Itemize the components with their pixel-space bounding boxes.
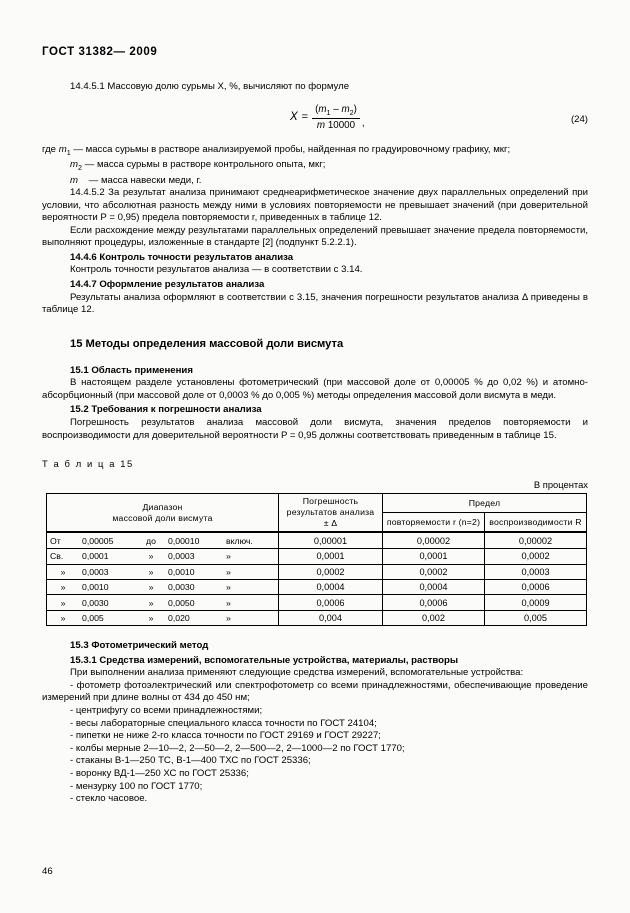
range-incl: » xyxy=(226,612,231,623)
range-to-label: » xyxy=(148,566,154,577)
cell-repeatability: 0,0002 xyxy=(383,564,485,579)
body-15-2: Погрешность результатов анализа массовой доли висмута, значения пределов повторяемости и воспроизводимости для доверительной вероятности P = 0,95 должны соответствовать приведенным в таблице 15. xyxy=(42,416,588,441)
range-to-label: » xyxy=(148,582,154,593)
range-to-value: 0,00010 xyxy=(168,536,200,547)
cell-reproducibility: 0,0003 xyxy=(485,564,587,579)
table-row xyxy=(47,564,587,579)
formula-num-m2: m xyxy=(341,103,350,115)
table-head xyxy=(47,494,587,533)
cell-range xyxy=(47,532,279,549)
list-item: - колбы мерные 2—10—2, 2—50—2, 2—500—2, 2—1000—2 по ГОСТ 1770; xyxy=(70,742,405,754)
formula-24 xyxy=(290,104,365,131)
cell-range xyxy=(47,549,279,564)
range-from-label: » xyxy=(60,582,66,593)
page-number: 46 xyxy=(42,866,53,877)
formula-den-value: 10000 xyxy=(327,119,356,131)
formula-num-minus: – xyxy=(330,103,342,115)
range-incl: » xyxy=(226,597,231,608)
cell-range xyxy=(47,580,279,595)
range-incl: » xyxy=(226,582,231,593)
table-row xyxy=(47,595,587,610)
list-item: - воронку ВД-1—250 ХС по ГОСТ 25336; xyxy=(70,768,249,780)
formula-den-m: m xyxy=(316,119,326,131)
equipment-list xyxy=(42,680,588,806)
range-incl: » xyxy=(226,566,231,577)
header-error xyxy=(279,494,383,533)
list-item: - стаканы В-1—250 ТС, В-1—400 ТХС по ГОСТ 25336; xyxy=(70,755,311,767)
range-incl: » xyxy=(226,551,231,562)
header-error-line3: ± Δ xyxy=(323,518,338,529)
range-to-label: до xyxy=(146,536,156,547)
table-row xyxy=(47,610,587,625)
range-to-value: 0,0050 xyxy=(168,597,195,608)
definition-lead: где xyxy=(42,143,57,155)
cell-error: 0,0004 xyxy=(279,580,383,595)
table-row xyxy=(47,549,587,564)
cell-range xyxy=(47,610,279,625)
range-from-value: 0,005 xyxy=(82,612,104,623)
range-from-value: 0,0003 xyxy=(82,566,109,577)
range-from-label: От xyxy=(50,536,61,547)
range-from-label: » xyxy=(60,597,66,608)
definition-item xyxy=(42,144,588,160)
cell-reproducibility: 0,0009 xyxy=(485,595,587,610)
definition-list xyxy=(42,144,588,188)
cell-error: 0,0006 xyxy=(279,595,383,610)
cell-error: 0,00001 xyxy=(279,532,383,549)
range-to-value: 0,0003 xyxy=(168,551,195,562)
table-body xyxy=(47,532,587,626)
range-to-value: 0,0030 xyxy=(168,582,195,593)
formula-number: (24) xyxy=(570,113,588,125)
cell-reproducibility: 0,0002 xyxy=(485,549,587,564)
list-item: - центрифугу со всеми принадлежностями; xyxy=(70,705,263,717)
header-repeatability: повторяемости r (n=2) xyxy=(383,513,485,533)
range-to-label: » xyxy=(148,612,154,623)
definition-symbol: m xyxy=(58,143,67,155)
definition-symbol-sub: 1 xyxy=(66,147,71,157)
list-item: - пипетки не ниже 2-го класса точности по ГОСТ 29169 и ГОСТ 29227; xyxy=(70,730,381,742)
range-from-value: 0,0030 xyxy=(82,597,109,608)
range-from-value: 0,0001 xyxy=(82,551,109,562)
definition-item xyxy=(42,159,588,175)
list-item: - фотометр фотоэлектрический или спектрофотометр со всеми принадлежностями, обеспечивающие проведение измерений при длине волны от 434 до 450 нм; xyxy=(42,679,588,704)
clause-14-4-5-1: 14.4.5.1 Массовую долю сурьмы X, %, вычисляют по формуле xyxy=(70,81,350,92)
body-15-1: В настоящем разделе установлены фотометрический (при массовой доле от 0,00005 % до 0,02 %) и атомно-абсорбционный (при массовой доле от 0,0003 % до 0,005 %) методы определения массовой доли висмута в меди. xyxy=(42,377,588,401)
body-14-4-6: Контроль точности результатов анализа — в соответствии с 3.14. xyxy=(70,264,363,276)
formula-block xyxy=(42,102,588,140)
definition-dash: — xyxy=(73,143,83,155)
table-units-note: В процентах xyxy=(533,479,588,491)
cell-error: 0,004 xyxy=(279,610,383,625)
standard-header: ГОСТ 31382— 2009 xyxy=(42,46,158,58)
definition-item xyxy=(42,175,588,188)
cell-repeatability: 0,0006 xyxy=(383,595,485,610)
definition-text: масса сурьмы в растворе контрольного опыта, мкг; xyxy=(96,159,326,171)
formula-num-sub1: 1 xyxy=(326,107,331,117)
range-from-label: » xyxy=(60,612,66,623)
cell-repeatability: 0,0001 xyxy=(383,549,485,564)
heading-15-3-1: 15.3.1 Средства измерений, вспомогательные устройства, материалы, растворы xyxy=(70,654,459,666)
cell-reproducibility: 0,00002 xyxy=(485,532,587,549)
heading-section-15: 15 Методы определения массовой доли висмута xyxy=(70,337,344,350)
heading-15-3: 15.3 Фотометрический метод xyxy=(70,640,209,652)
range-incl: включ. xyxy=(226,536,253,547)
header-error-line2: результатов анализа xyxy=(286,507,375,518)
range-from-value: 0,00005 xyxy=(82,536,114,547)
header-range xyxy=(47,494,279,533)
cell-reproducibility: 0,005 xyxy=(485,610,587,625)
header-error-line1: Погрешность xyxy=(302,496,359,507)
header-range-line2: массовой доли висмута xyxy=(112,512,213,523)
table-15 xyxy=(46,493,587,626)
cell-error: 0,0001 xyxy=(279,549,383,564)
body-15-3-1-lead: При выполнении анализа применяют следующие средства измерений, вспомогательные устройства: xyxy=(70,667,524,679)
table-caption: Т а б л и ц а 15 xyxy=(42,458,134,470)
cell-repeatability: 0,00002 xyxy=(383,532,485,549)
formula-num-sub2: 2 xyxy=(349,107,354,117)
formula-trailing-comma: , xyxy=(361,117,365,129)
heading-14-4-6: 14.4.6 Контроль точности результатов анализа xyxy=(70,251,294,263)
cell-error: 0,0002 xyxy=(279,564,383,579)
definition-text: масса сурьмы в растворе анализируемой пробы, найденная по градуировочному графику, мкг; xyxy=(85,143,511,155)
formula-equals: = xyxy=(301,111,309,124)
table-row xyxy=(47,532,587,549)
formula-fraction xyxy=(312,104,360,131)
range-to-value: 0,0010 xyxy=(168,566,195,577)
table-header-row xyxy=(47,494,587,513)
list-item: - стекло часовое. xyxy=(70,793,148,805)
table-row xyxy=(47,580,587,595)
header-reproducibility: воспроизводимости R xyxy=(485,513,587,533)
definition-text: масса навески меди, г. xyxy=(100,174,202,186)
formula-denominator xyxy=(312,119,360,131)
heading-14-4-7: 14.4.7 Оформление результатов анализа xyxy=(70,279,265,291)
formula-numerator: $(m_1 - m_2)$ xyxy=(312,104,360,119)
range-from-label: Св. xyxy=(50,551,64,562)
header-limit: Предел xyxy=(383,494,587,513)
formula-variable: X xyxy=(290,111,298,124)
list-item: - весы лабораторные специального класса точности по ГОСТ 24104; xyxy=(70,717,377,729)
cell-repeatability: 0,0004 xyxy=(383,580,485,595)
cell-range xyxy=(47,595,279,610)
definition-symbol: m xyxy=(70,174,78,186)
list-item: - мензурку 100 по ГОСТ 1770; xyxy=(70,780,203,792)
definition-symbol-sub: 2 xyxy=(78,162,82,172)
header-range-line1: Диапазон xyxy=(142,501,183,512)
cell-reproducibility: 0,0006 xyxy=(485,580,587,595)
range-to-label: » xyxy=(148,551,154,562)
formula-num-m1: m xyxy=(318,103,327,115)
heading-15-1: 15.1 Область применения xyxy=(70,364,193,376)
cell-range xyxy=(47,564,279,579)
page-content xyxy=(42,46,588,806)
body-14-4-7: Результаты анализа оформляют в соответствии с 3.15, значения погрешности результатов анализа Δ приведены в таблице 12. xyxy=(42,291,588,316)
clause-14-4-5-2-note: Если расхождение между результатами параллельных определений превышает значение предела повторяемости, выполняют процедуры, изложенные в стандарте [2] (подпункт 5.2.2.1). xyxy=(42,224,588,249)
definition-dash: — xyxy=(88,174,99,186)
range-to-label: » xyxy=(148,597,154,608)
cell-repeatability: 0,002 xyxy=(383,610,485,625)
definition-dash: — xyxy=(84,159,95,171)
range-from-value: 0,0010 xyxy=(82,582,109,593)
definition-symbol: m xyxy=(70,159,78,171)
clause-14-4-5-2: 14.4.5.2 За результат анализа принимают среднеарифметическое значение двух параллельных определений при условии, что абсолютная разность между ними в условиях повторяемости не превышает значений (при доверительной вероятности P = 0,95) предела повторяемости r, приведенных в таблице 12. xyxy=(42,187,588,224)
range-to-value: 0,020 xyxy=(168,612,190,623)
heading-15-2: 15.2 Требования к погрешности анализа xyxy=(70,404,262,416)
range-from-label: » xyxy=(60,566,66,577)
